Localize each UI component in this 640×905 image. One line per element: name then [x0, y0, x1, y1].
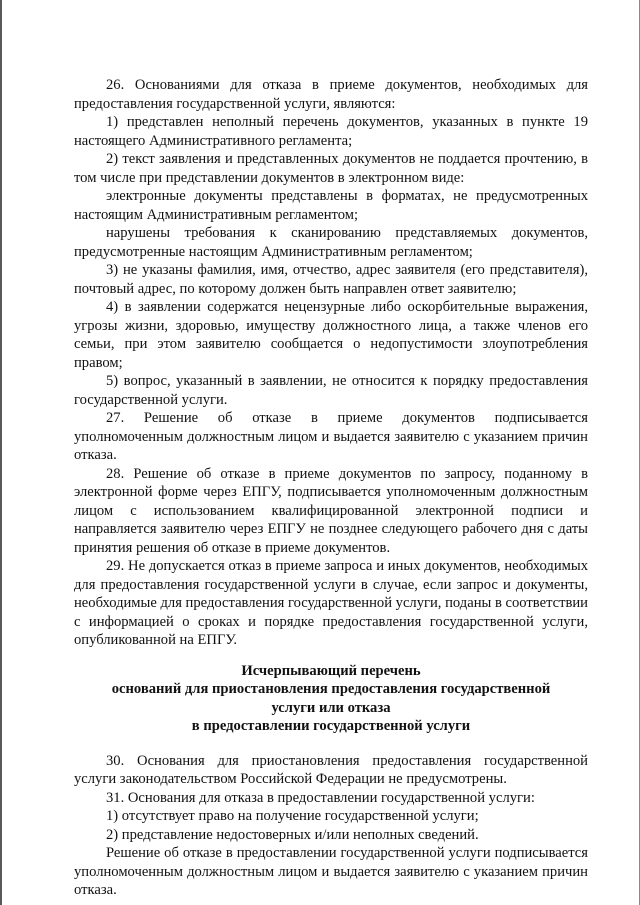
heading-line: в предоставлении государственной услуги — [191, 718, 471, 734]
heading-line: услуги или отказа — [271, 699, 391, 716]
paragraph: 5) вопрос, указанный в заявлении, не относится к порядку предоставления государственной услуги. — [74, 373, 588, 408]
heading-line: оснований для приостановления предоставления государственной — [111, 681, 551, 697]
document-body — [74, 76, 588, 900]
paragraph: 3) не указаны фамилия, имя, отчество, адрес заявителя (его представителя), почтовый адрес, по которому должен быть направлен ответ заявителю; — [74, 262, 588, 297]
paragraph: 30. Основания для приостановления предоставления государственной услуги законодательством Российской Федерации не предусмотрены. — [74, 752, 588, 787]
paragraph: 2) текст заявления и представленных документов не поддается прочтению, в том числе при представлении документов в электронном виде: — [74, 151, 588, 186]
heading-line: Исчерпывающий перечень — [241, 662, 421, 679]
paragraph: 31. Основания для отказа в предоставлении государственной услуги: — [106, 789, 535, 806]
paragraph: 2) представление недостоверных и/или неполных сведений. — [106, 826, 479, 843]
paragraph: 4) в заявлении содержатся нецензурные либо оскорбительные выражения, угрозы жизни, здоровью, имуществу должностного лица, а также членов его семьи, при этом заявителю сообщается о недопустимости злоупотребления правом; — [74, 299, 588, 371]
paragraph: 1) отсутствует право на получение государственной услуги; — [106, 808, 479, 824]
paragraph: Решение об отказе в предоставлении государственной услуги подписывается уполномоченным должностным лицом и выдается заявителю с указанием причин отказа. — [74, 845, 588, 898]
paragraph: 29. Не допускается отказ в приеме запроса и иных документов, необходимых для предоставления государственной услуги в случае, если запрос и документы, необходимые для предоставления государственной услуги, поданы в соответствии с информацией о сроках и порядке предоставления государственной услуги, опубликованной на ЕПГУ. — [74, 558, 588, 648]
scan-edge-left — [0, 0, 2, 905]
paragraph: 26. Основаниями для отказа в приеме документов, необходимых для предоставления государственной услуги, являются: — [74, 77, 588, 112]
section-heading — [74, 662, 588, 736]
paragraph: 1) представлен неполный перечень документов, указанных в пункте 19 настоящего Административного регламента; — [74, 114, 588, 149]
paragraph: 27. Решение об отказе в приеме документов подписывается уполномоченным должностным лицом и выдается заявителю с указанием причин отказа. — [74, 410, 588, 463]
paragraph: нарушены требования к сканированию представляемых документов, предусмотренные настоящим Административным регламентом; — [74, 225, 588, 260]
paragraph: 28. Решение об отказе в приеме документов по запросу, поданному в электронной форме через ЕПГУ, подписывается уполномоченным должностным лицом с использованием квалифицированной электронной подписи и направляется заявителю через ЕПГУ не позднее следующего рабочего дня с даты принятия решения об отказе в приеме документов. — [74, 465, 588, 556]
paragraph: электронные документы представлены в форматах, не предусмотренных настоящим Административным регламентом; — [74, 188, 588, 223]
